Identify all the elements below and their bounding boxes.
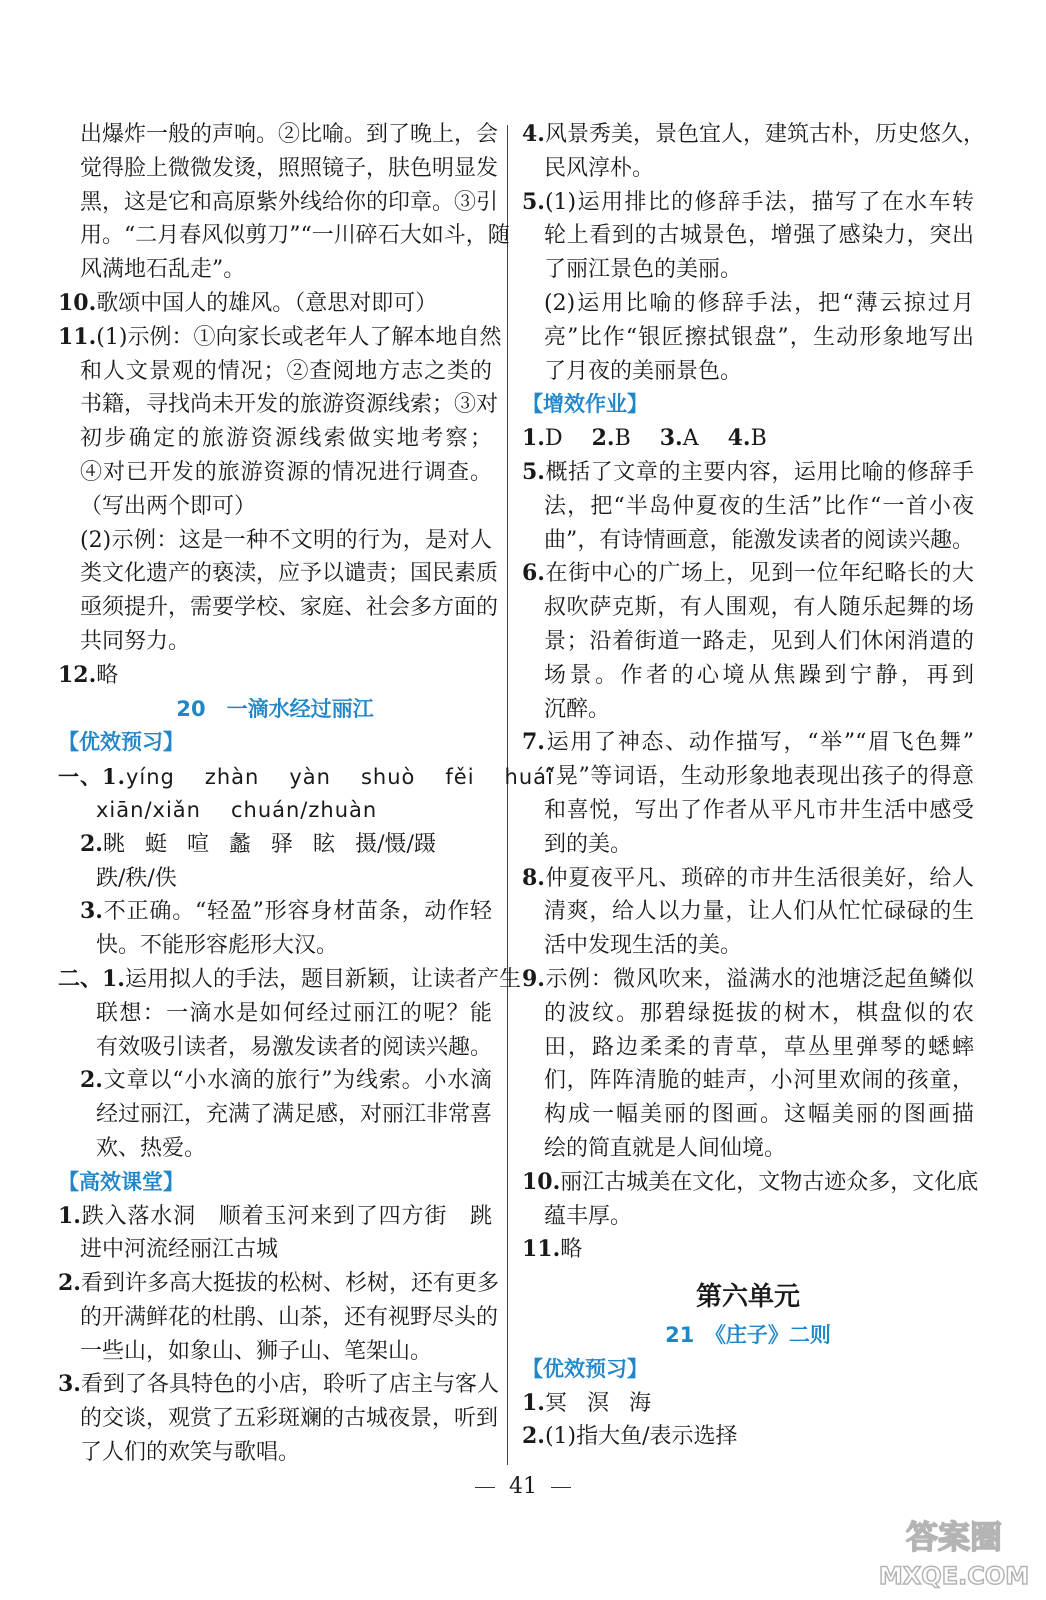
answer-number: 3.: [80, 898, 103, 925]
answer-text: (1)示例：①向家长或老年人了解本地自然: [96, 324, 502, 350]
classroom-answer-1: [58, 1200, 492, 1234]
word-item: 喧: [187, 831, 210, 857]
text-line: 初步确定的旅游资源线索做实地考察；: [80, 426, 492, 452]
zhuangzi-answer-1: [522, 1387, 974, 1421]
answer-text: 丽江古城美在文化，文物古迹众多，文化底: [560, 1169, 979, 1195]
word-item: 摄/慑/蹑: [355, 831, 436, 857]
homework-answer-7: [522, 726, 974, 760]
lesson-title-21: 21 《庄子》二则: [665, 1323, 831, 1348]
answer-number: 2.: [58, 1270, 81, 1297]
answer-text: 看到了各具特色的小店，聆听了店主与客人: [80, 1372, 499, 1398]
answer-number: 一、1.: [58, 764, 126, 790]
answer-12: [58, 659, 492, 693]
answer-text: 看到许多高大挺拔的松树、杉树，还有更多: [80, 1271, 499, 1297]
text-line: 黑，这是它和高原紫外线给你的印章。③引: [80, 189, 499, 215]
mc-answer: A: [682, 426, 699, 452]
text-line: 亮”比作“银匠擦拭银盘”，生动形象地写出: [544, 324, 974, 350]
text-line: 和喜悦，写出了作者从平凡市井生活中感受: [544, 797, 974, 823]
pinyin-item: shuò: [360, 765, 416, 790]
text-line: 出爆炸一般的声响。②比喻。到了晚上，会: [80, 122, 499, 147]
text-line: 跌/秩/佚: [96, 865, 177, 891]
answer-text: 运用了神态、动作描写，“举”“眉飞色舞”: [544, 730, 974, 756]
zhuangzi-answer-2: [522, 1420, 974, 1454]
answer-number: 6.: [522, 560, 545, 587]
answer-text: 概括了文章的主要内容，运用比喻的修辞手: [544, 459, 974, 485]
answer-number: 9.: [522, 965, 545, 992]
answer-text: 略: [560, 1237, 583, 1263]
text-line: 场景。作者的心境从焦躁到宁静，再到: [544, 662, 974, 688]
answer-number: 2.: [80, 830, 103, 857]
text-line: 了人们的欢笑与歌唱。: [80, 1440, 301, 1466]
text-line: 快。不能形容彪形大汉。: [96, 933, 339, 959]
answer-text: 风景秀美，景色宜人，建筑古朴，历史悠久，: [544, 122, 985, 147]
text-line: “晃”等词语，生动形象地表现出孩子的得意: [544, 764, 974, 790]
answer-number: 8.: [522, 864, 545, 891]
answer-text: 仲夏夜平凡、琐碎的市井生活很美好，给人: [544, 865, 974, 891]
text-line: 联想：一滴水是如何经过丽江的呢？能: [96, 1000, 492, 1026]
mc-number: 2.: [591, 425, 615, 452]
answer-number: 4.: [522, 121, 545, 147]
text-line: 了丽江景色的美丽。: [544, 257, 743, 283]
text-line: 叔吹萨克斯，有人围观，有人随乐起舞的场: [544, 595, 974, 621]
text-line: 们，阵阵清脆的蛙声，小河里欢闹的孩童，: [544, 1068, 974, 1094]
answer-number: 11.: [522, 1236, 561, 1263]
answer-number: 11.: [58, 323, 97, 350]
answer-number: 3.: [58, 1371, 81, 1398]
pinyin-row-1: [58, 760, 554, 794]
text-line: 有效吸引读者，易激发读者的阅读兴趣。: [96, 1034, 493, 1060]
classroom-answer-3: [58, 1368, 499, 1402]
answer-10: [58, 287, 492, 321]
right-column: [522, 118, 985, 1454]
text-line: 清爽，给人以力量，让人们从忙忙碌碌的生: [544, 899, 974, 925]
text-line: 沉醉。: [544, 696, 611, 722]
homework-answer-6: [522, 557, 974, 591]
text-line: 的交谈，观赏了五彩斑斓的古城夜景，听到: [80, 1406, 499, 1432]
answer-number: 5.: [522, 458, 545, 485]
section-tag-preview: 【优效预习】: [58, 730, 184, 755]
pinyin-item: xiān/xiǎn: [96, 797, 201, 822]
answer-text: 示例：微风吹来，溢满水的池塘泛起鱼鳞似: [544, 966, 974, 992]
answer-text: (1)指大鱼/表示选择: [544, 1424, 738, 1450]
text-line: 的开满鲜花的杜鹃、山茶，还有视野尽头的: [80, 1304, 499, 1330]
mc-number: 3.: [659, 425, 683, 452]
answer-text: 跌入落水洞 顺着玉河来到了四方街 跳: [80, 1203, 492, 1229]
lesson-title-20: 20 一滴水经过丽江: [176, 696, 374, 721]
answer-number: 1.: [58, 1202, 81, 1229]
page-number: [0, 1474, 1046, 1499]
mc-answer: D: [544, 426, 563, 452]
word-item: 眩: [313, 831, 336, 857]
column-divider: [507, 125, 508, 1465]
answer-number: 1.: [522, 1389, 545, 1416]
pinyin-item: yàn: [289, 765, 331, 790]
mc-number: 1.: [522, 425, 545, 452]
text-line: 一些山，如象山、狮子山、笔架山。: [80, 1338, 433, 1364]
answer-text: 文章以“小水滴的旅行”为线索。小水滴: [102, 1068, 492, 1094]
text-line: 类文化遗产的亵渎，应予以谴责；国民素质: [80, 561, 499, 587]
answer-5: [522, 186, 974, 220]
answer-number: 10.: [522, 1168, 561, 1195]
text-line: ④对已开发的旅游资源的情况进行调查。: [80, 459, 492, 485]
homework-answer-8: [522, 862, 974, 896]
watermark-text: 答案圈 MXQE.COM: [878, 1518, 1030, 1590]
text-line: 的波纹。那碧绿挺拔的树木，棋盘似的农: [544, 1000, 974, 1026]
text-line: 书籍，寻找尚未开发的旅游资源线索；③对: [80, 392, 499, 418]
mc-answer: B: [614, 426, 631, 452]
homework-answer-5: [522, 456, 974, 490]
text-line: 曲”，有诗情画意，能激发读者的阅读兴趣。: [544, 527, 974, 553]
answer-number: 7.: [522, 729, 545, 756]
answer-number: 二、1.: [58, 965, 125, 992]
text-line: 用。“二月春风似剪刀”“一川碎石大如斗，随: [80, 223, 510, 249]
text-line: 和人文景观的情况；②查阅地方志之类的: [80, 358, 492, 384]
homework-answer-11: [522, 1233, 974, 1267]
text-line: 到的美。: [544, 831, 633, 857]
word-item: 驿: [271, 831, 294, 857]
answer-11: [58, 321, 502, 355]
text-line: 法，把“半岛仲夏夜的生活”比作“一首小夜: [544, 493, 974, 519]
pinyin-row-2: [58, 794, 492, 828]
answer-text: 不正确。“轻盈”形容身材苗条，动作轻: [102, 899, 492, 925]
section-tag-preview-2: 【优效预习】: [522, 1356, 648, 1381]
watermark-logo: [878, 1512, 1030, 1592]
text-line: 欢、热爱。: [96, 1135, 207, 1161]
section-tag-classroom: 【高效课堂】: [58, 1169, 184, 1194]
answer-number: 2.: [522, 1423, 545, 1450]
answer-text: 歌颂中国人的雄风。（意思对即可）: [96, 290, 438, 316]
text-line: 觉得脸上微微发烫，照照镜子，肤色明显发: [80, 155, 499, 181]
word-item: 海: [629, 1390, 652, 1416]
word-row-1: [58, 828, 492, 862]
text-line: 构成一幅美丽的图画。这幅美丽的图画描: [544, 1102, 974, 1128]
pinyin-item: fěi: [445, 765, 475, 790]
page-number-text: 41: [509, 1474, 537, 1499]
unit-title: 第六单元: [695, 1282, 800, 1313]
answer-number: 2.: [80, 1067, 103, 1094]
answer-2-1: [58, 963, 521, 997]
text-line: 景；沿着街道一路走，见到人们休闲消遣的: [544, 628, 974, 654]
text-line: 进中河流经丽江古城: [80, 1237, 279, 1263]
homework-answer-9: [522, 963, 974, 997]
text-line: 了月夜的美丽景色。: [544, 358, 743, 384]
text-line: 轮上看到的古城景色，增强了感染力，突出: [544, 223, 974, 249]
pinyin-item: zhàn: [204, 765, 260, 790]
word-item: 冥: [544, 1390, 567, 1416]
mc-answer: B: [750, 426, 767, 452]
word-item: 蠡: [229, 831, 252, 857]
multiple-choice-row: [522, 422, 974, 456]
word-item: 蜓: [144, 831, 167, 857]
answer-text: (1)运用排比的修辞手法，描写了在水车转: [544, 189, 974, 215]
answer-4: [522, 118, 985, 152]
answer-3: [58, 895, 492, 929]
text-line: 亟须提升，需要学校、家庭、社会多方面的: [80, 595, 499, 621]
answer-number: 12.: [58, 661, 97, 688]
text-line: 田，路边柔柔的青草，草丛里弹琴的蟋蟀: [544, 1034, 974, 1060]
answer-text: 略: [96, 662, 119, 688]
pinyin-item: huái: [504, 765, 554, 790]
text-line: 共同努力。: [80, 628, 191, 654]
text-line: 风满地石乱走”。: [80, 257, 246, 283]
pinyin-item: yíng: [125, 765, 175, 790]
left-column: [58, 118, 554, 1470]
classroom-answer-2: [58, 1267, 499, 1301]
text-line: 民风淳朴。: [544, 155, 655, 181]
word-item: 眺: [102, 831, 125, 857]
text-line: （写出两个即可）: [80, 493, 257, 519]
text-line: 蕴丰厚。: [544, 1203, 633, 1229]
text-line: (2)示例：这是一种不文明的行为，是对人: [80, 527, 492, 553]
pinyin-item: chuán/zhuàn: [230, 797, 378, 822]
text-line: 活中发现生活的美。: [544, 933, 743, 959]
mc-number: 4.: [727, 425, 751, 452]
answer-text: 运用拟人的手法，题目新颖，让读者产生: [124, 966, 521, 992]
homework-answer-10: [522, 1166, 979, 1200]
text-line: 经过丽江，充满了满足感，对丽江非常喜: [96, 1102, 493, 1128]
section-tag-homework: 【增效作业】: [522, 392, 648, 417]
answer-2-2: [58, 1064, 492, 1098]
text-line: (2)运用比喻的修辞手法，把“薄云掠过月: [544, 290, 974, 316]
text-line: 绘的简直就是人间仙境。: [544, 1135, 787, 1161]
word-item: 溟: [586, 1390, 609, 1416]
answer-number: 10.: [58, 289, 97, 316]
answer-text: 在街中心的广场上，见到一位年纪略长的大: [544, 561, 974, 587]
answer-number: 5.: [522, 188, 545, 215]
